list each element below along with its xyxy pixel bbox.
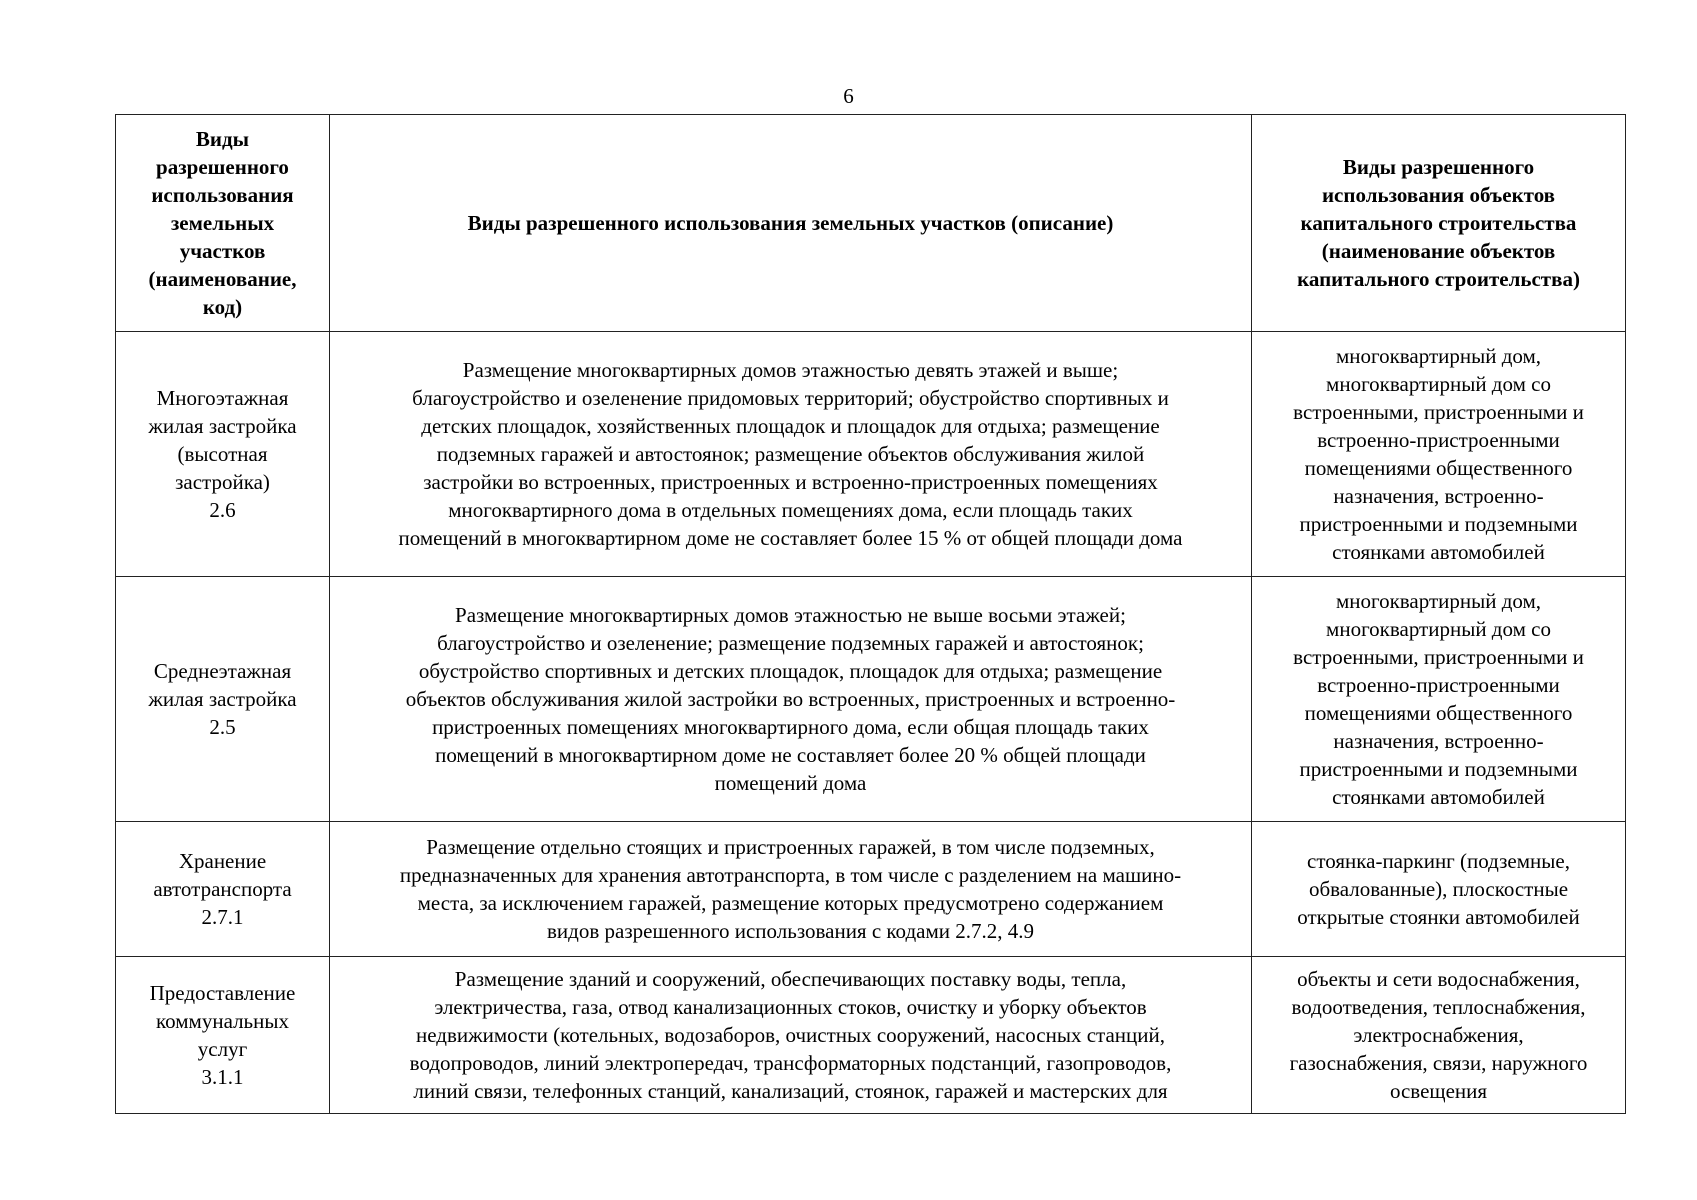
land-use-description-cell: Размещение многоквартирных домов этажностью девять этажей и выше; благоустройство и озеленение придомовых территорий; обустройство спортивных и детских площадок, хозяйственных площадок и площадок для отдыха; размещение подземных гаражей и автостоянок; размещение объектов обслуживания жилой застройки во встроенных, пристроенных и встроенно-пристроенных помещениях многоквартирного дома в отдельных помещениях дома, если площадь таких помещений в многоквартирном доме не составляет более 15 % от общей площади дома [330,332,1252,577]
header-construction-objects: Виды разрешенного использования объектов капитального строительства (наименование объектов капитального строительства) [1252,115,1626,332]
header-land-use-name: Виды разрешенного использования земельных участков (наименование, код) [116,115,330,332]
construction-objects-cell: многоквартирный дом, многоквартирный дом со встроенными, пристроенными и встроенно-пристроенными помещениями общественного назначения, встроенно- пристроенными и подземными стоянками автомобилей [1252,332,1626,577]
land-use-name-cell: Среднеэтажная жилая застройка 2.5 [116,577,330,822]
land-use-description-cell: Размещение зданий и сооружений, обеспечивающих поставку воды, тепла, электричества, газа, отвод канализационных стоков, очистку и уборку объектов недвижимости (котельных, водозаборов, очистных сооружений, насосных станций, водопроводов, линий электропередач, трансформаторных подстанций, газопроводов, линий связи, телефонных станций, канализаций, стоянок, гаражей и мастерских для [330,957,1252,1114]
header-land-use-description: Виды разрешенного использования земельных участков (описание) [330,115,1252,332]
land-use-table [115,114,1626,1114]
construction-objects-cell: объекты и сети водоснабжения, водоотведения, теплоснабжения, электроснабжения, газоснабжения, связи, наружного освещения [1252,957,1626,1114]
land-use-description-cell: Размещение отдельно стоящих и пристроенных гаражей, в том числе подземных, предназначенных для хранения автотранспорта, в том числе с разделением на машино- места, за исключением гаражей, размещение которых предусмотрено содержанием видов разрешенного использования с кодами 2.7.2, 4.9 [330,822,1252,957]
table-row [116,332,1626,577]
table-header-row [116,115,1626,332]
land-use-name-cell: Хранение автотранспорта 2.7.1 [116,822,330,957]
land-use-name-cell: Предоставление коммунальных услуг 3.1.1 [116,957,330,1114]
table-row [116,577,1626,822]
construction-objects-cell: многоквартирный дом, многоквартирный дом со встроенными, пристроенными и встроенно-пристроенными помещениями общественного назначения, встроенно- пристроенными и подземными стоянками автомобилей [1252,577,1626,822]
table-row [116,822,1626,957]
table-row [116,957,1626,1114]
land-use-description-cell: Размещение многоквартирных домов этажностью не выше восьми этажей; благоустройство и озеленение; размещение подземных гаражей и автостоянок; обустройство спортивных и детских площадок, площадок для отдыха; размещение объектов обслуживания жилой застройки во встроенных, пристроенных и встроенно- пристроенных помещениях многоквартирного дома, если общая площадь таких помещений в многоквартирном доме не составляет более 20 % общей площади помещений дома [330,577,1252,822]
page-number: 6 [843,84,854,108]
land-use-name-cell: Многоэтажная жилая застройка (высотная застройка) 2.6 [116,332,330,577]
construction-objects-cell: стоянка-паркинг (подземные, обвалованные), плоскостные открытые стоянки автомобилей [1252,822,1626,957]
